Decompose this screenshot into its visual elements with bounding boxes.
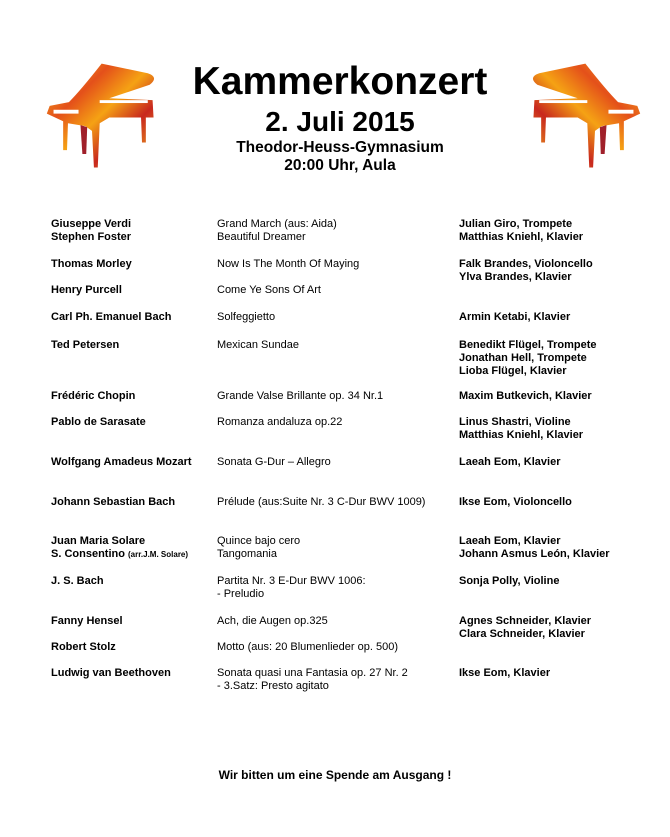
work-line — [217, 339, 299, 352]
work-name: Ach, die Augen op.325 — [217, 615, 328, 627]
work-cell — [217, 258, 359, 271]
performer-line — [459, 365, 597, 378]
performer-name: Ikse Eom, Klavier — [459, 667, 551, 679]
performer-cell — [459, 615, 591, 641]
composer-name: S. Consentino — [51, 548, 125, 560]
work-line — [217, 496, 425, 509]
work-cell — [217, 667, 408, 693]
composer-line — [51, 311, 171, 324]
composer-line — [51, 456, 192, 469]
performer-line — [459, 535, 610, 548]
composer-name: Juan Maria Solare — [51, 535, 146, 547]
composer-name: Thomas Morley — [51, 258, 132, 270]
performer-cell — [459, 218, 583, 244]
performer-name: Lioba Flügel, Klavier — [459, 365, 567, 377]
composer-cell — [51, 339, 119, 352]
composer-cell — [51, 284, 122, 297]
work-name: Motto (aus: 20 Blumenlieder op. 500) — [217, 641, 398, 653]
venue: Theodor-Heuss-Gymnasium — [236, 139, 444, 156]
work-cell — [217, 339, 299, 352]
performer-name: Laeah Eom, Klavier — [459, 456, 561, 468]
composer-cell — [51, 496, 175, 509]
performer-name: Jonathan Hell, Trompete — [459, 352, 587, 364]
performer-name: Maxim Butkevich, Klavier — [459, 390, 592, 402]
composer-name: Stephen Foster — [51, 231, 132, 243]
performer-cell — [459, 258, 593, 284]
work-name: Grand March (aus: Aida) — [217, 218, 337, 230]
work-cell — [217, 641, 398, 654]
composer-line — [51, 231, 131, 244]
work-cell — [217, 416, 342, 429]
performer-name: Ylva Brandes, Klavier — [459, 271, 572, 283]
work-name: Tangomania — [217, 548, 277, 560]
performer-cell — [459, 339, 597, 378]
composer-name: Robert Stolz — [51, 641, 116, 653]
concert-title: Kammerkonzert — [192, 60, 488, 103]
composer-name: Wolfgang Amadeus Mozart — [51, 456, 192, 468]
performer-name: Julian Giro, Trompete — [459, 218, 573, 230]
performer-cell — [459, 575, 559, 588]
work-line — [217, 456, 331, 469]
composer-line — [51, 496, 175, 509]
work-cell — [217, 615, 328, 628]
work-name: Prélude (aus:Suite Nr. 3 C-Dur BWV 1009) — [217, 496, 426, 508]
composer-line — [51, 284, 122, 297]
work-line — [217, 641, 398, 654]
work-line — [217, 548, 300, 561]
work-name: Grande Valse Brillante op. 34 Nr.1 — [217, 390, 384, 402]
work-cell — [217, 218, 337, 244]
work-name: Come Ye Sons Of Art — [217, 284, 321, 296]
work-line — [217, 390, 383, 403]
composer-name: J. S. Bach — [51, 575, 104, 587]
donation-note: Wir bitten um eine Spende am Ausgang ! — [218, 768, 452, 782]
work-cell — [217, 496, 425, 509]
performer-line — [459, 271, 593, 284]
composer-cell — [51, 311, 171, 324]
arrangement-note: (arr.J.M. Solare) — [128, 550, 189, 559]
performer-line — [459, 429, 583, 442]
performer-name: Falk Brandes, Violoncello — [459, 258, 593, 270]
work-cell — [217, 390, 383, 403]
work-name: Romanza andaluza op.22 — [217, 416, 343, 428]
work-name: Beautiful Dreamer — [217, 231, 306, 243]
work-name: Sonata G-Dur – Allegro — [217, 456, 331, 468]
composer-line — [51, 416, 146, 429]
composer-cell — [51, 535, 188, 561]
performer-line — [459, 575, 559, 588]
performer-line — [459, 496, 572, 509]
performer-cell — [459, 456, 561, 469]
performer-cell — [459, 416, 583, 442]
performer-name: Sonja Polly, Violine — [459, 575, 560, 587]
composer-cell — [51, 258, 132, 271]
work-cell — [217, 575, 366, 601]
composer-name: Ludwig van Beethoven — [51, 667, 171, 679]
concert-date: 2. Juli 2015 — [265, 106, 415, 137]
composer-name: Fanny Hensel — [51, 615, 123, 627]
performer-cell — [459, 311, 570, 324]
work-name: - 3.Satz: Presto agitato — [217, 680, 329, 692]
work-line — [217, 680, 408, 693]
composer-cell — [51, 667, 171, 680]
composer-line — [51, 258, 132, 271]
composer-line — [51, 641, 116, 654]
composer-line — [51, 390, 135, 403]
composer-cell — [51, 615, 123, 628]
composer-cell — [51, 218, 131, 244]
work-line — [217, 416, 342, 429]
performer-line — [459, 456, 561, 469]
performer-name: Matthias Kniehl, Klavier — [459, 429, 584, 441]
composer-cell — [51, 416, 146, 429]
work-line — [217, 575, 366, 588]
performer-name: Ikse Eom, Violoncello — [459, 496, 572, 508]
time-location: 20:00 Uhr, Aula — [284, 157, 396, 174]
performer-line — [459, 548, 610, 561]
composer-cell — [51, 575, 104, 588]
work-line — [217, 231, 337, 244]
performer-line — [459, 390, 592, 403]
composer-line — [51, 218, 131, 231]
composer-name: Frédéric Chopin — [51, 390, 136, 402]
composer-line — [51, 667, 171, 680]
work-name: Quince bajo cero — [217, 535, 301, 547]
performer-name: Johann Asmus León, Klavier — [459, 548, 610, 560]
performer-line — [459, 311, 570, 324]
work-name: Solfeggietto — [217, 311, 276, 323]
performer-line — [459, 339, 597, 352]
work-cell — [217, 311, 275, 324]
performer-cell — [459, 535, 610, 561]
performer-name: Matthias Kniehl, Klavier — [459, 231, 584, 243]
performer-name: Agnes Schneider, Klavier — [459, 615, 592, 627]
performer-cell — [459, 390, 592, 403]
composer-line — [51, 575, 104, 588]
performer-line — [459, 258, 593, 271]
work-name: Sonata quasi una Fantasia op. 27 Nr. 2 — [217, 667, 408, 679]
performer-name: Linus Shastri, Violine — [459, 416, 571, 428]
work-line — [217, 258, 359, 271]
work-name: Mexican Sundae — [217, 339, 299, 351]
composer-name: Henry Purcell — [51, 284, 122, 296]
composer-line — [51, 615, 123, 628]
composer-line — [51, 548, 188, 561]
performer-line — [459, 231, 583, 244]
work-line — [217, 284, 321, 297]
composer-name: Pablo de Sarasate — [51, 416, 146, 428]
composer-name: Johann Sebastian Bach — [51, 496, 176, 508]
performer-name: Armin Ketabi, Klavier — [459, 311, 571, 323]
composer-name: Ted Petersen — [51, 339, 120, 351]
work-line — [217, 667, 408, 680]
composer-cell — [51, 456, 192, 469]
composer-name: Carl Ph. Emanuel Bach — [51, 311, 172, 323]
performer-cell — [459, 496, 572, 509]
performer-line — [459, 615, 591, 628]
work-name: Now Is The Month Of Maying — [217, 258, 360, 270]
work-line — [217, 311, 275, 324]
work-cell — [217, 456, 331, 469]
work-cell — [217, 284, 321, 297]
performer-line — [459, 352, 597, 365]
work-line — [217, 615, 328, 628]
composer-line — [51, 339, 119, 352]
work-name: - Preludio — [217, 588, 265, 600]
composer-line — [51, 535, 188, 548]
performer-line — [459, 667, 550, 680]
work-line — [217, 535, 300, 548]
work-cell — [217, 535, 300, 561]
performer-cell — [459, 667, 550, 680]
work-line — [217, 588, 366, 601]
performer-line — [459, 628, 591, 641]
composer-cell — [51, 641, 116, 654]
performer-name: Laeah Eom, Klavier — [459, 535, 561, 547]
composer-cell — [51, 390, 135, 403]
performer-line — [459, 218, 583, 231]
work-name: Partita Nr. 3 E-Dur BWV 1006: — [217, 575, 366, 587]
performer-name: Benedikt Flügel, Trompete — [459, 339, 597, 351]
performer-line — [459, 416, 583, 429]
performer-name: Clara Schneider, Klavier — [459, 628, 585, 640]
work-line — [217, 218, 337, 231]
composer-name: Giuseppe Verdi — [51, 218, 132, 230]
